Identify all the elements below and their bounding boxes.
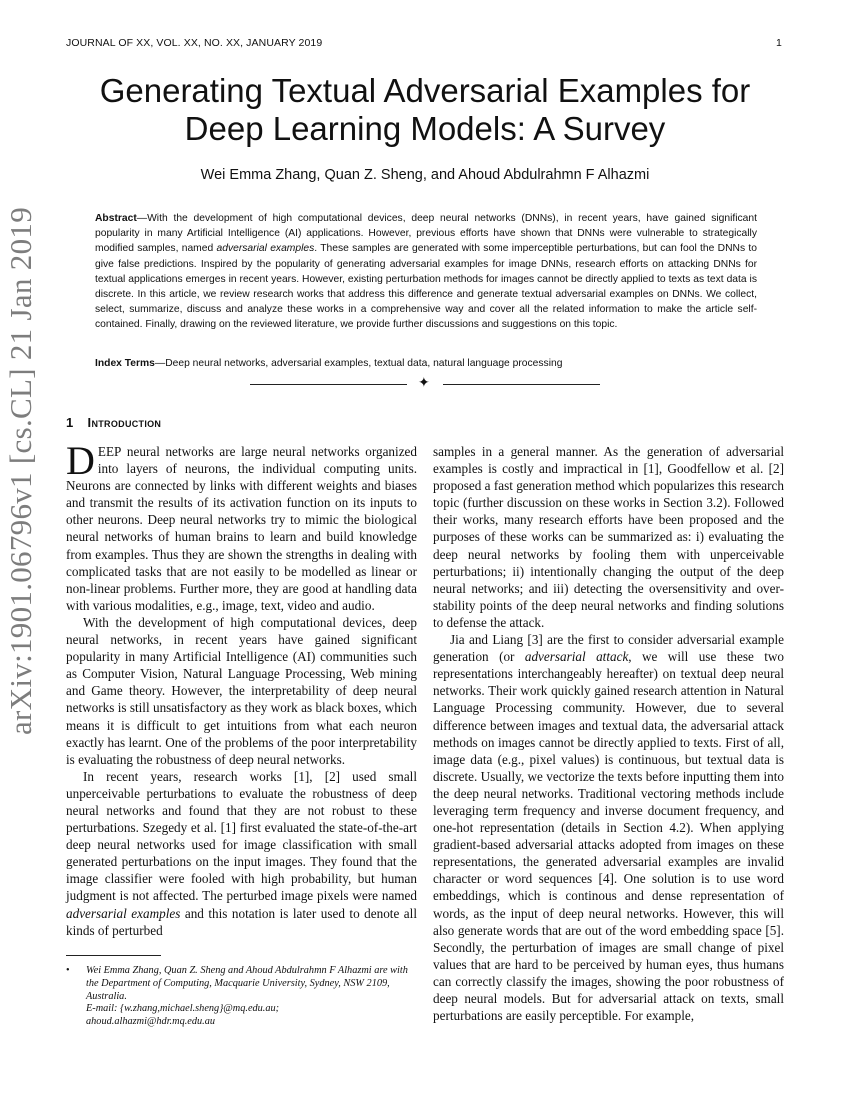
right-paragraph-2-emphasis: adversarial attack <box>524 649 629 665</box>
index-terms-label: Index Terms <box>95 358 155 369</box>
section-title: Introduction <box>87 415 162 430</box>
left-paragraph-1-text: neural networks are large neural networks organized into layers of neurons, the individual computing units. Neurons are connected by links with different weights and biases and transmit the results of its activation function on its inputs to other neurons. Deep neural networks try to mimic the biological neural networks of human brains to learn and build knowledge from examples. Thus they are shown the strengths in dealing with complicated tasks that are not easily to be modelled as linear or non-linear problems. Further more, they are good at handling data with various modalities, e.g., image, text, video and audio. <box>66 444 417 613</box>
right-column <box>433 443 784 1024</box>
arxiv-side-stamp: arXiv:1901.06796v1 [cs.CL] 21 Jan 2019 <box>3 206 38 735</box>
abstract-text-2: . These samples are generated with some imperceptible perturbations, but can fool the DNNs to give false predictions. Inspired by the popularity of generating adversarial examples for image DNNs, research efforts on attacking DNNs for textual applications emerges in recent years. However, existing perturbation methods for images cannot be directly applied to texts as text data is discrete. In this article, we review research works that address this difference and generate textual adversarial examples on DNNs. We collect, select, summarize, discuss and analyze these works in a comprehensive way and cover all the related information to make the article self-contained. Finally, drawing on the reviewed literature, we provide further discussions and suggestions on this topic. <box>95 243 758 331</box>
paper-authors: Wei Emma Zhang, Quan Z. Sheng, and Ahoud Abdulrahmn F Alhazmi <box>200 167 650 183</box>
footnote-email-2: ahoud.alhazmi@hdr.mq.edu.au <box>86 1016 216 1028</box>
footnote-rule <box>66 955 161 956</box>
paper-title: Generating Textual Adversarial Examples for Deep Learning Models: A Survey <box>99 72 751 147</box>
abstract-emphasis: adversarial examples <box>216 243 315 255</box>
abstract <box>95 211 757 333</box>
abstract-text-1: —With the development of high computational devices, deep neural networks (DNNs), in recent years, have gained significant popularity in many Artificial Intelligence (AI) applications. However, previous efforts have shown that DNNs were vulnerable to strategically modified samples, named <box>95 213 757 255</box>
footnote-bullet-icon: • <box>66 965 70 976</box>
footnote-affiliation: Wei Emma Zhang, Quan Z. Sheng and Ahoud Abdulrahmn F Alhazmi are with the Department of Computing, Macquarie University, Sydney, NSW 2109, Australia. <box>86 965 408 1002</box>
index-terms <box>95 356 757 371</box>
divider-diamond-icon: ✦ <box>418 376 430 391</box>
right-paragraph-2-text-a: Jia and Liang [3] are the first to consider adversarial example generation (or <box>433 632 784 665</box>
section-heading <box>66 415 161 430</box>
drop-cap: D <box>66 438 95 483</box>
right-paragraph-2-text-b: , we will use these two representations interchangeably hereafter) on textual deep neural networks. Their work quickly gained research attention in Natural Language Processing community. However, due to several difference between images and textual data, the adversarial attack methods on images cannot be directly applied to texts. First of all, image data (e.g., pixel values) is continuous, but textual data is discrete. Usually, we vectorize the texts before inputting them into the deep neural networks. Traditional vectoring methods include leveraging term frequency and inverse document frequency, and one-hot representation (details in Section 4.2). When applying gradient-based adversarial attacks adopted from images on these representations, the generated adversarial examples are invalid character or word sequences [4]. One solution is to use word embeddings, which is continous and dense representation of words, as the input of deep neural networks. However, this will also generate words that are out of the word embedding space [5]. Secondly, the perturbation of images are small change of pixel values that are hard to be perceived by human eyes, thus humans can correctly classify the images, showing the poor robustness of deep neural models. But for adversarial attack on texts, small perturbations are easily perceptible. For example, <box>433 649 784 1024</box>
footnote-email-1: E-mail: {w.zhang,michael.sheng}@mq.edu.au; <box>86 1003 280 1015</box>
left-paragraph-3 <box>66 768 417 939</box>
author-footnote <box>66 965 417 1029</box>
journal-header: JOURNAL OF XX, VOL. XX, NO. XX, JANUARY 2019 <box>66 37 323 49</box>
left-paragraph-3-text-b: and this notation is later used to denote all kinds of perturbed <box>66 905 417 938</box>
left-column <box>66 438 417 939</box>
left-paragraph-3-emphasis: adversarial examples <box>66 905 181 921</box>
right-paragraph-1: samples in a general manner. As the generation of adversarial examples is costly and impractical in [1], Goodfellow et al. [2] proposed a fast generation method which popularizes this research topic (further discussion on these works in Section 3.2). Followed their works, many research efforts have been proposed and the purposes of these works can be summarized as: i) evaluating the deep neural networks by fooling them with unperceivable perturbations; ii) intentionally changing the output of the deep neural networks; and iii) detecting the oversensitivity and over-stability points of the deep neural networks and finding solutions to defense the attack. <box>433 444 784 630</box>
divider-left <box>250 384 407 385</box>
right-paragraph-2 <box>433 631 784 1024</box>
index-terms-text: —Deep neural networks, adversarial examples, textual data, natural language processing <box>154 358 563 369</box>
section-number: 1 <box>66 415 74 430</box>
page-number: 1 <box>776 37 782 49</box>
left-paragraph-3-text-a: In recent years, research works [1], [2] used small unperceivable perturbations to evaluate the robustness of deep neural networks and found that they are not robust to these perturbations. Szegedy et al. [1] first evaluated the state-of-the-art deep neural networks used for image classification with small generated perturbations on the input images. They found that the image classifier were fooled with high probability, but human judgment is not affected. The perturbed image pixels were named <box>66 768 417 904</box>
abstract-label: Abstract <box>95 213 137 224</box>
divider-right <box>443 384 600 385</box>
footnote-text <box>86 965 417 1029</box>
left-paragraph-1 <box>66 438 417 614</box>
drop-cap-continuation: EEP <box>97 444 122 459</box>
left-paragraph-2: With the development of high computational devices, deep neural networks, in recent years have gained significant popularity in many Artificial Intelligence (AI) communities such as Computer Vision, Natural Language Processing, Web mining and Game theory. However, the interpretability of deep neural networks is still unsatisfactory as they work as black boxes, which means it is difficult to get intuitions from what each neuron exactly has learnt. One of the problems of the poor interpretability is evaluating the robustness of deep neural networks. <box>66 614 417 767</box>
